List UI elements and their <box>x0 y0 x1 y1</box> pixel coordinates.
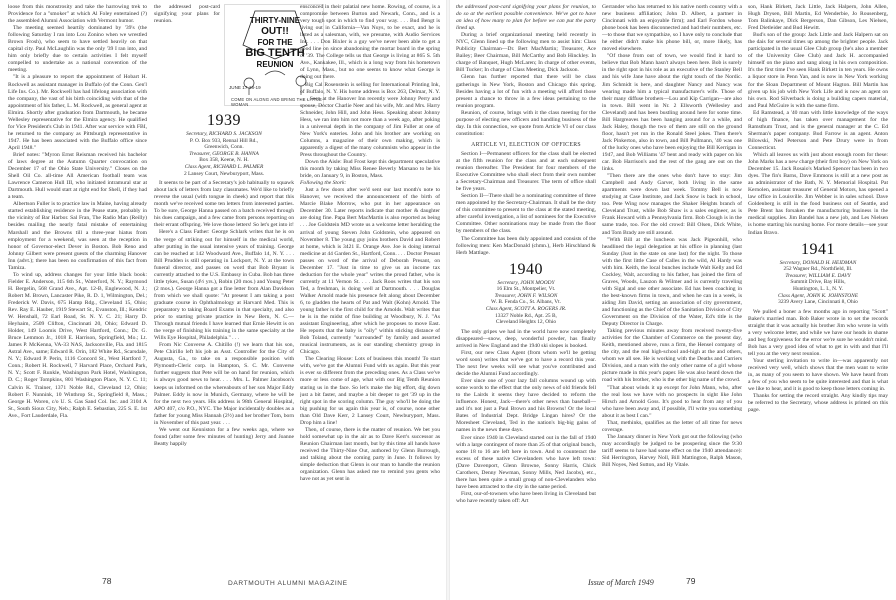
article-heading: ARTICLE VI, ELECTION OF OFFICERS <box>471 141 581 148</box>
paragraph: ensconced in their palatial new home. Rowing, of course, is a compromise between Burton and Newark, Conn., and is a very tough spot in which to find your way. . . . Bud Bengt is living out in California—Van Nuys, to be exact, and he is listed as a salesman, with, we presume, with Audio Services Inc. . . . Don Bixler is a guy we've never been able to get a good line on since abandoning the mortar board in the spring of '39. The College tells us that George is living at 865 S. 5th Ave., Kankakee, Ill., which is a long way from his hometown of Lynn, Mass., but no one seems to know what George is doing out there. <box>300 4 440 81</box>
paragraph: Albertson Fuller is to practice law in Maine, having already started establishing residence in the Pease state, probably in the vicinity of Bar Harbor. Sal Fran, The Radio Man (Reilly) besides mailing the nearly fatal mistake of entertaining Marshall and the Browns till a three-year hiatus from employment for a weekend, was seen at the reception in honor of Governor-elect Dever in Boston. Bob Reno and Johnny Gilbert were present guests of the charming Hanover Inn (advt.); there has been no confirmation of this fact from Tamiza. <box>8 201 147 271</box>
right-page <box>448 0 896 600</box>
paragraph: son, Hank Birkett, Jack Little, Jack Halpern, John Allen, Hugh Drysen, Bill Martin, Ed Wenderbie, Jo Rousenberg, Tom Balinkaye, Dick Bergerson, Dan Gibson, Les Nielsen, Fred Dietleider and Bud Hewitt. <box>748 4 888 32</box>
issue-date: Issue of March 1949 <box>588 578 654 587</box>
paragraph: Your sterling invitation to write in—was apparently not received very well, which shows that the men want to write in, as many of you seem to have shown. We have heard from a few of you who seem to be quite interested and that is what we like to hear, and it is good to keep those letters coming in. <box>748 358 888 393</box>
officer-line: Treasurer, JOHN F. WILSON <box>494 292 558 299</box>
paragraph: Ever since 1940 in Cleveland started out in the fall of 1940 with a large contingent of more than 25 of that original bunch, some 18 to 16 are left here in town. And to counteract the excess of these native Clevelanders who have left town: (Dave Davenport, Glenn Browne, Sonny Harris, Chick Carothers, Denny Newman, Sonny Mills, Ned Jacobs), etc., there has been quite a small group of non-Clevelanders who have been attracted to the city in the same period. <box>456 434 596 490</box>
subheading: Following the Stork: <box>300 180 347 187</box>
right-column-3 <box>748 4 888 570</box>
left-column-2 <box>154 108 294 570</box>
paragraph: The Clearing House: Lots of business this month! To start with, we've got the Alumni Fund with us again. But this year is ever so different from the preceding ones. As a Class we've more or less come of age, what with our Big Tenth Reunion staring us in the face. So let's make the big effort, dig down just a bit faster, and maybe a bit deeper to get '39 up in the right spot in the scoring column. The guy who'll be doing the big pushing for us again this year is, of course, none other than Old Dave Kerr, 2 Lansey Court, Newburyport, Mass. Drop him a line! <box>300 356 440 426</box>
paragraph: Gerrander who has returned to his native north country with a new business affiliation; John D. Albert, a partner in Cincinnati with an enjoyable firm); and Earl Fordon whose phone book has been disconnected and had their numbers, etc.—to those that we sympathize, so I have only to conclude that he either didn't make his phone bill, or, more likely, has moved elsewhere. <box>602 4 742 53</box>
officer-line: Greenwich, Conn. <box>204 144 244 151</box>
paragraph: From Nic Converse A. Chitillo (!) we learn that his son, Pete Chirillo left his job as Asst. Controller for the City of Augusta, Ga., to take on a responsible position with Plymouth-Cleric corp. in Hampton, S. C. Mr. Converse further suggests that Pete will be on hand for reunion, which is always good news to hear. . . . Mrs. L. Palmer Jacobson's keeps us informed on the whereabouts of her son Major Eddy Palmer. Eddy is now in Munich, Germany, where he will be for the next two years. His address is 98th General Hospital, APO 407, c/o P.O., NYC. The Major incidentally doubles as a father for young Miss Hannah (2½) and her brother Tom, born in November of this past year. . . . <box>154 342 294 426</box>
paragraph: Here's a Class Father: George Schlark writes that he is on the verge of striking out for himself in the medical world, after putting in the usual intensive years of training. George can be reached at 142 Woodward Ave., Buffalo 14, N. Y. . . . Bill Prudden is still operating in Lockport, N. Y. at the town funeral director, and passes on word that Bob Bryant is currently attached to the U.S. Embassy in Cuba. Bob has three little tykes, Susan (4½ yrs.), Robin (20 mos.) and Young Peter (2 mos.). George Hanna got a fine letter from Alan Davidson from which we shall quote: "At present I am taking a post graduate course in Ophthalmology at Harvard Med. This is preparatory to taking Board Exams in that specialty, and also prior to starting private practice in New Bern, N. C.—Through mutual friends I have learned that Ernie Hewitt is on the verge of finishing his training in the same specialty at the Wills Eye Hospital, Philadelphia." . . . <box>154 229 294 342</box>
officer-line: 252 Wagner Rd., Northfield, Ill. <box>783 266 853 273</box>
paragraph: "It is a pleasure to report the appointment of Hobart H. Rockwell as assistant manager in Buffalo (of the Conn. Gen'l Life Ins. Co.). Mr. Rockwell has had lifelong association with the company, the vast of his birth coinciding with that of the appointment of his father, L. M. Rockwell, as general agent at Elmira. Shortly after graduation from Dartmouth, he became Wellesley representative for the Elmira agency. He qualified for Vice President's Club in 1941. After war service with FBI, he returned to the company as Pittsburgh representative in 1947. He has been associated with the Buffalo office since April 1948." <box>8 74 147 151</box>
paragraph: "Of those from out of town, we would find it hard to believe that Bob Mann hasn't always been here. Bob is surely in the right spot in his role as an executive of the Stanley Bell and his wife Jane have about the right touch of the Nordic. Jim Schmidt is here, and daughter Nancy and Nancy was wearing made him a typical manufacturer's wife. Those of their many diffuse brothers—Lou and Kip Carrigan—are also in town. Bill went in Nr. 2 Ellsworth (Wellesley and Cleveland) and has been bustling around here for some time. Bill Hargreaves has been hanging around for a while, and Jack Haley, though the two of them are still on the ground floor, hasn't yet run in the Ronald Steel jokes. Then there's Jack Pinkerton, also in town, and Bill Pullmann, '40 was one of the lucky ones who have been enjoying the Bill Kerrigan in 1947, and Bob Williams '47 bent and ready with paper on his car. Bob Harrison's and the rest of the gang are out on the links. <box>602 53 742 173</box>
class-heading-1940 <box>456 261 596 278</box>
officer-line: Cleveland Heights 12, Ohio <box>495 319 557 326</box>
paragraph: Glenn has further reported that there will be class gatherings in New York, Boston and Chicago this spring. Besides having a lot of fun with a meeting will afford those present a chance to throw in a few ideas pertaining to the reunion program. <box>456 74 596 109</box>
officer-line: 16 Elm St., Montpelier, Vt. <box>496 286 556 293</box>
paragraph: We went out Kenniston for a few weeks ago, where we found (after some few minutes of hunting) Jerry and Joanne Beatty happily <box>154 426 294 447</box>
page-number-left: 78 <box>102 576 112 586</box>
officer-line: Secretary, DONALD H. HEIDMAN <box>779 259 857 266</box>
paragraph: The only gripes we had in the world have now completely disappeared—snow, deep, wonderful powder, has finally arrived in New England and the 1940 ski slopes is booked. <box>456 328 596 349</box>
paragraph: Down the Aisle: Bud Frost kept this department speculative this month by taking Miss Renee Beverly Marsano to be his bride, on January 9, in Boston, Mass. <box>300 159 440 180</box>
paragraph: Bud's son of the group: Jack Little and Jack Halpern sat on the dais for several times up among the brighter people. Jack participated in the usual Glee Club group (he's also a member of the University Glee Club) and Jack H. accompanied himself on the piano and sang along in his own composition. It's the first time I've seen Hank Birkett in ten years. He owns a liquor store in Penn Yan, and is now in New York working for the Sloan Department of Mount Hagton. Bill Martin has given up his job with New York Life and is now an agent on his own. Rod Silverback is doing a building capers material, and Paul McGuire is with the same firm. <box>748 32 888 109</box>
paragraph: Then, of course, there is the matter of reunion. We bet you hold somewhat up in the air as to Dave Kerr's successor as Reunion Chairman last month, but by this time all hands have received the Thirty-Nine Out, authored by Glenn Burrough, and talking about the coming party in June. It follows by simple deduction that Glenn is our man to handle the reunion organization. Glenn has asked me to remind you gents who have not as yet sent in <box>300 426 440 483</box>
paragraph: First, our-of-towners who have been living in Cleveland but who have recently taken off: Art <box>456 490 596 504</box>
officer-line: Huntington, L. I., N. Y. <box>792 285 843 292</box>
class-year: 1941 <box>801 240 835 258</box>
paragraph: The Committee has been duly appointed and consists of the following men: Ken MacDonald (chmn.), Herb Hirschland & Herb Mattlage. <box>456 235 596 256</box>
poster-caption: COME ON ALONG AND BRING THE LITTLE WOMAN <box>231 97 322 107</box>
paragraph: Taking previous minutes away from received twenty-five activities for the Chamber of Commerce on the present day, Keith, mentioned above, runs a firm, the Hensel company of the city, and the real high-school and-high at the and others, whom we all see. He is working with the Deaths and Carriers Division, and a man with the only other name of a girl whose picture made in this year's paper. He was also heard down the road with his brother, who is the other big name of the crowd. <box>602 328 742 384</box>
paragraph: Section I—Permanent officers for the class shall be elected at the fifth reunion for the class and at each subsequent reunion thereafter. The President for four members of the Executive Committee who shall elect from their own number a Secretary-Chairman and Treasurer. The term of office shall be five years. <box>456 150 596 193</box>
paragraph: That, methinks, qualifies as the letter of all time for news coverage. <box>602 419 742 433</box>
officer-line: Box 358, Keene, N. H. <box>199 157 249 164</box>
paragraph: To wind up, address changes for your little black book: Fielder E. Anderson, 115 6th St., Waterford, N. Y.; Raymond H. Bergelin, 568 Grand Ave., Apt. 12-B, Englewood, N. J.; Robert M. Brown, Lancaster Pike, R. D. 1, Wilmington, Del.; Frederick W. Davis, 675 Hamp Rdg., Cleveland 15, Ohio; Rev. Ray E. Hauber, 1919 Stewart St., Evanston, Ill.; Kendric W. Henshall, 72 Earl Road, St. N. Y. C. 21; Harry D. Heyhaim, 2509 Clifton, Cincinnati 20, Ohio; Edward D. Holder, 149 Loomis Drive, West Hartford, Conn.; Dr. G. Bruce Lemmon Jr., 1018 E. Harrison, Springfield, Mo.; Lt. James P. McKenna, VA-33 NAS, Jacksonville, Fla. and 1815 Astral Ave., same; Edward R. Orin, 182 White Rd., Scarsdale, N. Y.; Edward P. Perin, 1116 Concord St., West Hartford 7, Conn.; Robert H. Rockwell, 7 Harvard Place, Orchard Park, N. Y.; Scott F. Runkle, Washington Park Hotel, Washington, D. C.; Roger Tompkins, 801 Washington Place, N. Y. C. 11; Calvin K. Trainer, 1371 Noble Rd., Cleveland 12, Ohio; Robert F. Nunnink, 10 Winthrop St., Springfield 8, Mass.; George H. Woren, c/o U. S. Gas Sand Col. Inc. and 3104 A St., South Sioux City, Neb.; Ralph E. Sebastian, 225 S. E. 1st Ave., Fort Lauderdale, Fla. <box>8 271 147 419</box>
paragraph: Big Cal Rosenstein is selling for International Printing Ink, of Buffalo, N. Y. His home address is Box 263, Delmar, N. Y. . . . Seen at the Hanover Inn recently were Johnny Perry and spouse, Doctor Charlie Neer and his wife, Mr. and Mrs. Harry Schneider, John Hill, and John Hess. Speaking about Johnny Hess, we ran into him not more than a week ago, after poking in a universal depth in the company of Jim Fuller at one of New York's eateries. John and his brother are working on Columns, a magazine of their own making, which is apparently a digest of the many columnists who appear in the Press throughout the Country. <box>300 81 440 158</box>
officer-line: Class Agent, SCOTT A. ROGERS JR. <box>485 306 567 313</box>
officer-line: 3239 Avery Lane, Cincinnati 8, Ohio <box>778 299 858 306</box>
paragraph: Section II—There shall be a nominating committee of three men appointed by the Secretary-Chairman. It shall be the duty of this committee to present to the class at the stated meeting, after careful investigation, a list of nominees for the Executive Committee. Other nominations may be made from the floor by members of the class. <box>456 193 596 235</box>
officer-line: Summit Drive, Bay Hills, <box>790 279 846 286</box>
page-number-right: 79 <box>686 576 696 586</box>
poster-line: REUNION <box>256 60 294 69</box>
poster-line: THIRTY-NINE <box>249 16 301 25</box>
left-column-3 <box>300 4 440 570</box>
paragraph: loose from this monstrosity and take the harrowing trek to Providence for a "smoker" at which Al Foley entertained (?) the assembled Alumni Association with Vermont humor. <box>8 4 147 25</box>
paragraph: We pulled a boner a few months ago in reporting "Scott" Baker's married man. Bob Baker wrote in to set the records straight that it was actually his brother Jim who wrote in with a very welcome letter, and while we have our heads in shame and beg forgiveness for the error we're sure he wouldn't mind. Bob has a very good idea of what to get in with and that I'll tell you at the very next reunion. <box>748 308 888 357</box>
paragraph: Which all leaves us with just about enough room for these: John Marks has a new charge (their first boy) on New York on December 15. Jack Rosaio's Marked Spencer has been in two dyes. The fin's Barns, Dave Emmons is still at a new post as an administrator of the Bath, N. Y. Memorial Hospital. Pat Kernolen, assistant treasurer of General Motors, has opened a law office in Louisville. Jim Webber is in sales school. Dave Goldenberg is still in the food business out of Seattle, and Pete Brent has forsaken the manufacturing business in the medical supplies. Jim Bandel has a new job, and Les Nielsen is home starting his nursing home. For more details—see your Indian Bravo. <box>748 151 888 236</box>
paragraph: "With Bill at the luncheon was Jack Pigeonhill, who headlined the legal delegation at his office in planning (last Sunday (Just in the state on one last) for the night. To those with the first little Case of Calles in the wild, Al Hardy was with him. Keith, the local bunches include Walt Kelly and Ed Cockley, Walt, according to his father, has joined the firm of Graves, Woods, Lauzon & Wilmer and is currently traveling with Sigal and one other associate. Ed has been coaching in the best-known firms in town, and when he can in a week, is aiding Jim David, setting an association of city government, and functioning as the Chief of the Sanitation Division of City Government on the Division of the Water, Ed's title is the Deputy Director in Charge. <box>602 236 742 328</box>
class-year: 1940 <box>509 260 543 278</box>
officer-line: Secretary, JOHN MOODY <box>497 279 555 286</box>
poster-line: OUT!! <box>261 26 289 37</box>
poster-line: BIG TENTH <box>245 47 305 59</box>
paragraph: During a brief organizational meeting held recently in NYC, Glenn lined up the following men to assist him: Class Publicity Chairman—Dr. Bert MacMartin; Treasurer, Ace Bailey; Beer Chairman, Bill McCarthy and Bob Hinckley. In charge of Banquet, Hugh McLaren; In charge of other events, Bill Tucker; In charge of Class Meeting, Dick Jackson. <box>456 32 596 74</box>
paragraph: Ed Ramstead, a '40 man with little knowledge of the ways of high finance, has taken over management for the Ramsthum Trust, and is the general manager at the C. Ed Sherman's paper company. Bud Farrow is an agent. Anton Bilowski, Ned Peterson and Pete Drury were in from Connecticut. <box>748 109 888 151</box>
officer-line: 13327 Noble Rd., Apt. 25 B, <box>495 312 557 319</box>
paragraph: Reunion, of course, brings with it the class meeting for the purpose of electing new officers and handling business of the day. In this connection, we quote from Article VI of our class constitution: <box>456 109 596 137</box>
class-heading-1941 <box>748 241 888 258</box>
officer-line: 2 Lansey Court, Newburyport, Mass. <box>183 170 265 177</box>
right-column-2 <box>602 4 742 570</box>
paragraph: "Then there are the ones who don't have to stay: Jim Campbell and Andy Garver, both living in the same apartments were down last week. Tommy Bell is now studying at Case Institute, and Jack Snow is back in school, too. Pete Wing now manages the Shaker Heights branch of Cleveland Trust, while Bob Shaw is a sales engineer, as is Frank Howard with a Pennsylvania firm. Bob Clough is in the same trade, too. For the old crowd: Bill Olsen, Dick White, and Tom Brady are still around. <box>602 173 742 236</box>
paragraph: the addressed post-card signifying your plans for reunion, to do so at the earliest possible convenience. We've got to have an idea of how many to plan for before we can put the party lined up. <box>456 4 596 32</box>
paragraph: the addressed post-card signifying your plans for reunion. <box>154 4 220 25</box>
right-column-1 <box>456 4 596 570</box>
officer-line: Treasurer, GEORGE B. HANNA <box>189 150 259 157</box>
paragraph: Brief notes: "Myron Ernst Reisman received his bachelor of laws degree at the Autumn Quarter convocation on December 17 of the Ohio State University." Closes on the Shell Oil Co. all-time All American football team was Lawrence Cameron Hull III, who initiated intramural star at Dartmouth. Hull would start at right end for Shell, if they had a team. <box>8 151 147 201</box>
class-year: 1939 <box>207 112 241 129</box>
left-column-1 <box>8 4 147 570</box>
paragraph: "That about winds it up except for John Mann, who, after the real loss we have with no prospects in sight like John Hirsch and Arnold Goss. It's good to hear from any of you who have been away and, if possible, I'll write you something about it as best I can." <box>602 384 742 419</box>
poster-date: JUNE 17-18-19 <box>229 85 261 90</box>
paragraph: First, our new Class Agent (from whom we'll be getting word soon) writes that we've got to have a record this year. The next few weeks will see what you've contributed and decide the Alumni Fund accordingly. <box>456 349 596 378</box>
class-heading-1939 <box>154 112 294 129</box>
officer-line: Treasurer, WILLIAM E. DAVY <box>785 272 851 279</box>
paragraph: The meeting seemed heartily dominated by '39's (the following Saturday I ran into Lou Zonino when we wrestled Brown Frosh), who seem to have settled heavily on that capital city. Paul McLaughlin was the only '39 I ran into, and him only briefly due to certain activities I felt myself compelled to undertake as a national convention of the meeting. <box>8 25 147 74</box>
magazine-footer: DARTMOUTH ALUMNI MAGAZINE <box>228 580 348 587</box>
officer-line: W. B. Fenda Co., St. Albans, Vt. <box>491 299 561 306</box>
paragraph: Just a few doors after we'd sent our last month's note to Hanover, we received the announcement of the birth of Marcie Blake Morrow, who put in her appearance on December 30. Later reports indicate that mother & daughter are doing fine. Papa Bert MacMartin is also reported as being . . . Joe Goldstein MD wrote us a welcome letter heralding the arrival of young Steven John Goldstein, who appeared on November 8. The young guy joins brothers David and Robert at home, which is 3421 E. Orange Ave. Joe is doing internal medicine at 44 Garden St., Hartford, Conn. . . . Doctor Presant passes on word of the arrival of Deborah Presant, on December 17. "Just in time to give us an income tax deduction for the whole year" writes the proud father, who is currently at 11 Vernon St. . . . Jack Roos writes that his son Ted, a freshman, is doing well at Dartmouth. . . . Douglas Walker Arnold made his presence felt along about December 6, to gladden the hearts of Pat and Walt (Kohn) Arnold. The young father is the first child for the Arnolds. Walt writes that he is in the midst of fine building at Woodbury, N. J. "As assistant Engineering, after which he proposes to move East. He reports that the baby is "oily" within sticking distance of Bob Toland, currently "surrounded" by family and assorted musical instruments, as is our standing chemistry group in Chicago. <box>300 187 440 356</box>
poster-line: FOR THE <box>257 38 293 47</box>
paragraph: It seems to be part of a Secretary's job habitually to squawk about lack of letters from lazy classmates. We'd like to briefly reverse the usual (with tongue in cheek) and report that this month we've received some ten letters from interested parties. To be sure, George Hanna passed on a batch received through his dues campaign, and a few came from persons reporting on their errant offspring. We love those letters! So let's get into it! <box>154 180 294 229</box>
officer-line: Secretary, RICHARD S. JACKSON <box>186 131 262 137</box>
officer-line: P. O. Box 933, Rennal Hill Rd., <box>189 137 259 144</box>
left-column-2-top <box>154 4 220 106</box>
officer-line: Class Agent, RICHARD L. PALMER <box>184 163 264 170</box>
officer-line: Class Agent, JOHN K. JOHNSTONE <box>777 292 859 299</box>
paragraph: Thanks for setting the record straight. Any kindly tips may be referred to the Secretary, whose address is printed on this page. <box>748 393 888 414</box>
paragraph: Ever since one of your lazy fall columns wound up with some words to the effect that the only news of old friends fell to the Lairds it seems they have decided to reform the influence. Honest, Jack—there's other news than baseball—and it's not just a Paul Brown and his Browns! Or the local Bates of Industrial Dept. Bridge Lingan hires? Or the Moresheet Cleveland, Ted in the nation's big-big gains of names in the news these days. <box>456 378 596 434</box>
paragraph: The January dinner in New York got out the following (who may accordingly be judged to be prospering since the 9:30 tariff seems to have had some effect on the 1940 attendance): Sid Herrington, Harvey Noll, Bill Mattington, Ralph Mason, Bill Noyes, Ned Sutton, and Hy Vitale. <box>602 433 742 469</box>
